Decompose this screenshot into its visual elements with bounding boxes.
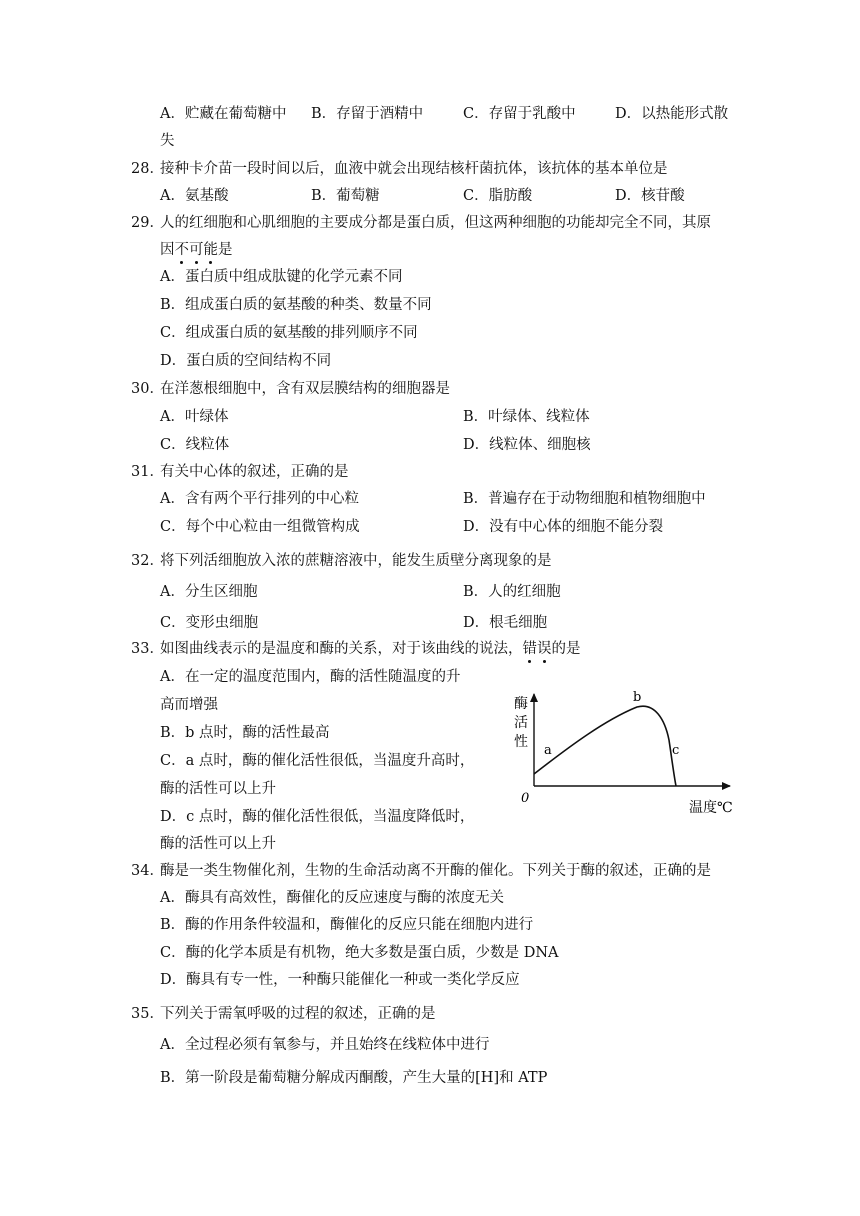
option-d: D．以热能形式散 <box>615 106 729 122</box>
enzyme-temperature-figure <box>500 680 750 820</box>
emphasis-char: 不 <box>174 242 189 258</box>
emphasis-char: 能 <box>203 242 218 258</box>
question-number: 29． <box>131 215 164 231</box>
option-c: C．线粒体 <box>160 437 230 453</box>
option-d: D．蛋白质的空间结构不同 <box>160 353 332 369</box>
origin-label: 0 <box>521 791 530 806</box>
question-stem-line-2 <box>160 240 233 260</box>
x-axis-label: 温度℃ <box>689 800 733 816</box>
option-c: C．每个中心粒由一组微管构成 <box>160 519 360 535</box>
option-d: D．线粒体、细胞核 <box>463 437 591 453</box>
option-a: A．全过程必须有氧参与，并且始终在线粒体中进行 <box>160 1037 490 1053</box>
emphasis-char: 错 <box>522 641 537 657</box>
option-c-continued: 酶的活性可以上升 <box>160 781 276 797</box>
question-number: 30． <box>131 381 164 397</box>
question-number: 32． <box>131 553 164 569</box>
option-d-continued: 酶的活性可以上升 <box>160 836 276 852</box>
option-c: C．变形虫细胞 <box>160 615 259 631</box>
option-b: B．人的红细胞 <box>463 584 561 600</box>
emphasis-char: 可 <box>189 242 204 258</box>
question-stem: 有关中心体的叙述，正确的是 <box>160 464 349 480</box>
option-a: A．氨基酸 <box>160 188 229 204</box>
option-c: C．存留于乳酸中 <box>463 106 576 122</box>
question-stem: 在洋葱根细胞中，含有双层膜结构的细胞器是 <box>160 381 450 397</box>
option-a: A．蛋白质中组成肽键的化学元素不同 <box>160 269 403 285</box>
question-number: 34． <box>131 863 164 879</box>
enzyme-activity-curve <box>534 706 676 786</box>
option-b: B．组成蛋白质的氨基酸的种类、数量不同 <box>160 297 432 313</box>
stem-text: 是 <box>218 242 233 258</box>
y-axis-label-char: 性 <box>514 734 528 750</box>
question-stem: 将下列活细胞放入浓的蔗糖溶液中，能发生质壁分离现象的是 <box>160 553 552 569</box>
question-stem <box>160 639 581 659</box>
question-number: 28． <box>131 161 164 177</box>
emphasis-char: 误 <box>537 641 552 657</box>
option-a: A．在一定的温度范围内，酶的活性随温度的升 <box>160 669 461 685</box>
option-b: B．第一阶段是葡萄糖分解成丙酮酸，产生大量的[H]和 ATP <box>160 1070 548 1086</box>
point-a-label: a <box>544 743 552 758</box>
point-b-label: b <box>633 690 642 705</box>
option-c: C．a 点时，酶的催化活性很低，当温度升高时， <box>160 753 475 769</box>
stem-text: 因 <box>160 242 175 258</box>
option-d: D．没有中心体的细胞不能分裂 <box>463 519 664 535</box>
option-c: C．脂肪酸 <box>463 188 533 204</box>
option-d: D．c 点时，酶的催化活性很低，当温度降低时， <box>160 809 475 825</box>
option-c: C．酶的化学本质是有机物，绝大多数是蛋白质，少数是 DNA <box>160 945 559 961</box>
option-b: B．葡萄糖 <box>311 188 380 204</box>
question-number: 31． <box>131 464 164 480</box>
option-a: A．分生区细胞 <box>160 584 258 600</box>
option-b: B．b 点时，酶的活性最高 <box>160 725 330 741</box>
option-b: B．存留于酒精中 <box>311 106 424 122</box>
point-c-label: c <box>672 743 680 758</box>
question-stem: 下列关于需氧呼吸的过程的叙述，正确的是 <box>160 1006 436 1022</box>
option-b: B．酶的作用条件较温和，酶催化的反应只能在细胞内进行 <box>160 917 534 933</box>
stem-text: 的是 <box>551 641 581 657</box>
question-number: 35． <box>131 1006 164 1022</box>
option-d: D．酶具有专一性，一种酶只能催化一种或一类化学反应 <box>160 972 520 988</box>
option-b: B．普遍存在于动物细胞和植物细胞中 <box>463 491 706 507</box>
option-a: A．贮藏在葡萄糖中 <box>160 106 287 122</box>
option-a: A．叶绿体 <box>160 409 229 425</box>
option-c: C．组成蛋白质的氨基酸的排列顺序不同 <box>160 325 418 341</box>
option-d-continued: 失 <box>160 133 175 149</box>
stem-text: 如图曲线表示的是温度和酶的关系，对于该曲线的说法， <box>160 641 523 657</box>
option-d: D．核苷酸 <box>615 188 685 204</box>
option-a-continued: 高而增强 <box>160 697 218 713</box>
question-number: 33． <box>131 641 164 657</box>
option-b: B．叶绿体、线粒体 <box>463 409 590 425</box>
question-stem: 人的红细胞和心肌细胞的主要成分都是蛋白质，但这两种细胞的功能却完全不同，其原 <box>160 215 711 231</box>
question-stem: 酶是一类生物催化剂，生物的生命活动离不开酶的催化。下列关于酶的叙述，正确的是 <box>160 863 711 879</box>
option-a: A．含有两个平行排列的中心粒 <box>160 491 359 507</box>
option-a: A．酶具有高效性，酶催化的反应速度与酶的浓度无关 <box>160 890 504 906</box>
question-stem: 接种卡介苗一段时间以后，血液中就会出现结核杆菌抗体，该抗体的基本单位是 <box>160 161 668 177</box>
y-axis-label-char: 活 <box>514 715 528 731</box>
y-axis-label-char: 酶 <box>514 696 528 712</box>
option-d: D．根毛细胞 <box>463 615 548 631</box>
